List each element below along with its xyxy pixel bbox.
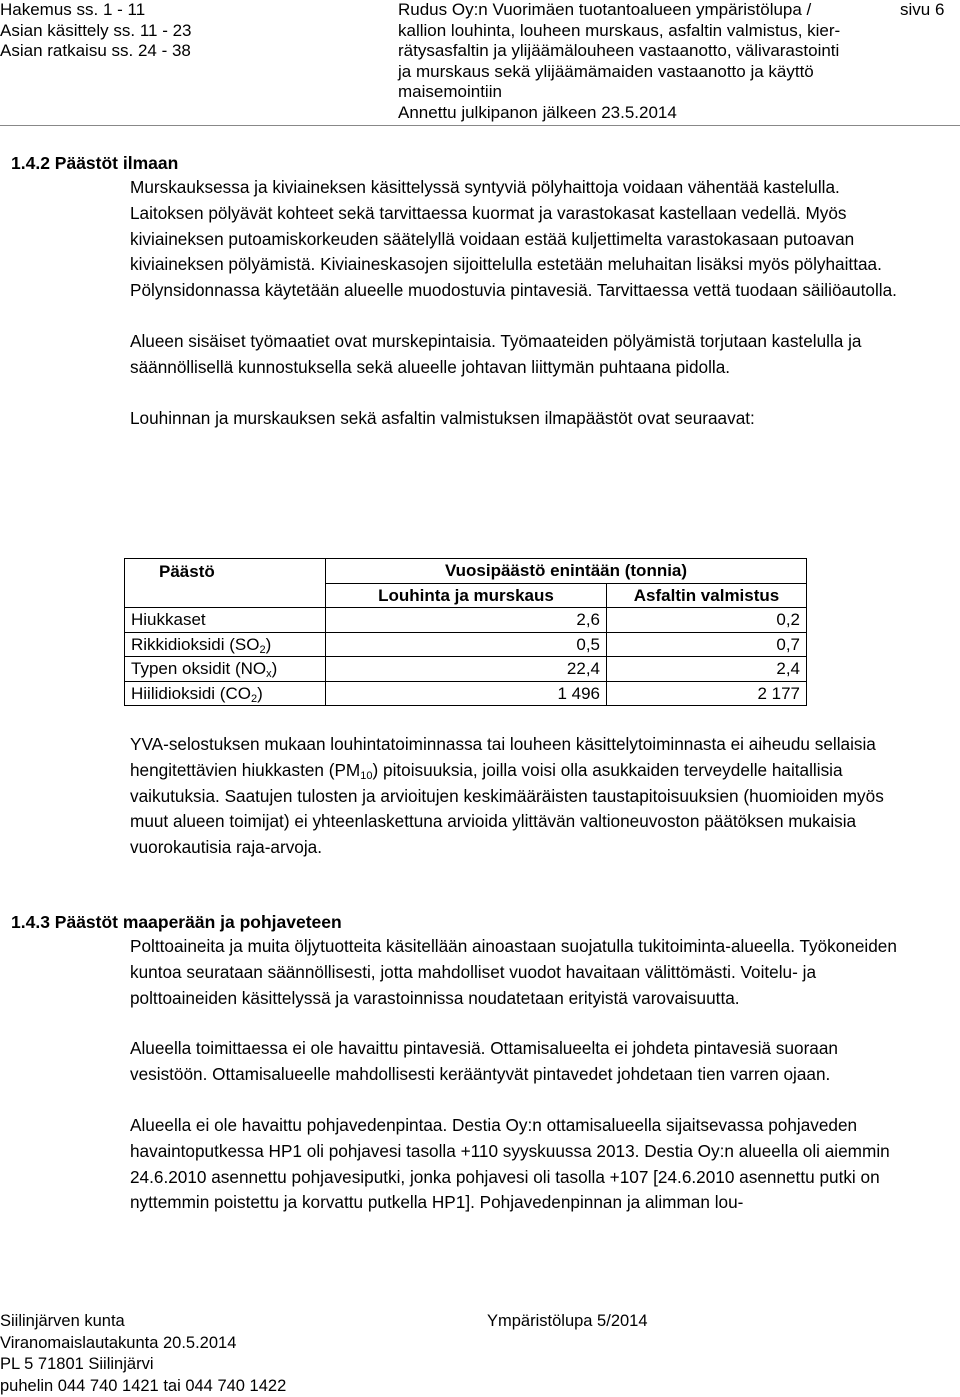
column-header-pollutant: Päästö — [125, 559, 326, 584]
section-heading-soil-groundwater: 1.4.3 Päästöt maaperään ja pohjaveteen — [11, 911, 342, 933]
table-row — [125, 608, 807, 633]
header-title-line: rätysasfaltin ja ylijäämälouheen vastaanotto, välivarastointi — [398, 41, 888, 62]
quarrying-value: 0,5 — [326, 632, 607, 657]
table-row — [125, 681, 807, 706]
header-pages-handling: Asian käsittely ss. 11 - 23 — [0, 21, 390, 42]
section-heading-emissions-air: 1.4.2 Päästöt ilmaan — [11, 152, 178, 174]
section-body-emissions-air — [130, 175, 898, 431]
paragraph-dust-control: Murskauksessa ja kiviaineksen käsittelyssä syntyviä pölyhaittoja voidaan vähentää kastelulla. Laitoksen pölyävät kohteet sekä tarvittaessa kuormat ja varastokasat kastellaan vedellä. Myös kiviaineksen putoamiskorkeuden säätelyllä voidaan estää kuljettimelta varastokasaan putoavan kiviaineksen pölyämistä. Kiviaineskasojen sijoittelulla estetään meluhaitan lisäksi myös pölyhaittaa. Pölynsidonnassa käytetään alueelle muodostuvia pintavesiä. Tarvittaessa vettä tuodaan säiliöautolla. — [130, 175, 898, 304]
section-body-soil-groundwater — [130, 934, 898, 1216]
header-pages-application: Hakemus ss. 1 - 11 — [0, 0, 390, 21]
column-header-annual-max: Vuosipäästö enintään (tonnia) — [326, 559, 807, 584]
footer-municipality: Siilinjärven kunta — [0, 1312, 125, 1330]
pollutant-name: Hiukkaset — [125, 608, 326, 633]
paragraph-groundwater: Alueella ei ole havaittu pohjavedenpintaa. Destia Oy:n ottamisalueella sijaitsevassa pohjaveden havaintoputkessa HP1 oli pohjavesi tasolla +110 syyskuussa 2013. Destia Oy:n alueella oli aiemmin 24.6.2010 asennettu pohjavesiputki, jonka pohjavesi oli tasolla +107 [24.6.2010 asennettu putki on nyttemmin poistettu ja korvattu putkella HP1]. Pohjavedenpinnan ja alimman lou- — [130, 1113, 898, 1216]
header-title-block — [398, 0, 888, 123]
header-title-line: Rudus Oy:n Vuorimäen tuotantoalueen ympäristölupa / — [398, 0, 888, 21]
footer-phone: puhelin 044 740 1421 tai 044 740 1422 — [0, 1376, 960, 1397]
emissions-table — [124, 558, 807, 706]
header-left-block — [0, 0, 390, 62]
column-header-quarrying: Louhinta ja murskaus — [326, 583, 607, 608]
table-header-row — [125, 559, 807, 584]
header-title-line: maisemointiin — [398, 82, 888, 103]
pollutant-name: Typen oksidit $(NO_x)$ — [125, 657, 326, 682]
header-title-line: kallion louhinta, louheen murskaus, asfaltin valmistus, kier- — [398, 21, 888, 42]
paragraph-yva-assessment: YVA-selostuksen mukaan louhintatoiminnassa tai louheen käsittelytoiminnasta ei aiheudu sellaisia hengitettävien hiukkasten $(PM_{10})$ pitoisuuksia, joilla voisi olla asukkaiden terveydelle haitallisia vaikutuksia. Saatujen tulosten ja arvioitujen keskimääräisten taustapitoisuuksien (huomioiden myös muut alueen toimijat) ei yhteenlaskettuna arvioida ylittävän valtioneuvoston päätöksen mukaisia vuorokautisia raja-arvoja. — [130, 732, 898, 861]
header-divider — [0, 125, 960, 126]
asphalt-value: 0,2 — [607, 608, 807, 633]
asphalt-value: 2,4 — [607, 657, 807, 682]
paragraph-surface-water: Alueella toimittaessa ei ole havaittu pintavesiä. Ottamisalueelta ei johdeta pintavesiä suoraan vesistöön. Ottamisalueelle mahdollisesti kerääntyvät pintavedet johdetaan tien varren ojaan. — [130, 1036, 898, 1088]
table-row — [125, 632, 807, 657]
pollutant-name: Hiilidioksidi $(CO_2)$ — [125, 681, 326, 706]
asphalt-value: 0,7 — [607, 632, 807, 657]
column-header-pollutant-blank — [125, 583, 326, 608]
footer-address: PL 5 71801 Siilinjärvi — [0, 1354, 960, 1376]
column-header-asphalt: Asfaltin valmistus — [607, 583, 807, 608]
asphalt-value: 2 177 — [607, 681, 807, 706]
table-row — [125, 657, 807, 682]
pollutant-name: Rikkidioksidi $(SO_2)$ — [125, 632, 326, 657]
header-title-line: ja murskaus sekä ylijäämämaiden vastaanotto ja käyttö — [398, 62, 888, 83]
quarrying-value: 2,6 — [326, 608, 607, 633]
header-pages-decision: Asian ratkaisu ss. 24 - 38 — [0, 41, 390, 62]
footer-permit-number: Ympäristölupa 5/2014 — [487, 1311, 648, 1333]
paragraph-emissions-intro: Louhinnan ja murskauksen sekä asfaltin valmistuksen ilmapäästöt ovat seuraavat: — [130, 406, 898, 432]
table-subheader-row — [125, 583, 807, 608]
footer-authority: Viranomaislautakunta 20.5.2014 — [0, 1333, 960, 1355]
quarrying-value: 1 496 — [326, 681, 607, 706]
page-number: sivu 6 — [900, 0, 960, 21]
quarrying-value: 22,4 — [326, 657, 607, 682]
page-footer — [0, 1311, 960, 1397]
header-date: Annettu julkipanon jälkeen 23.5.2014 — [398, 103, 888, 124]
paragraph-site-roads: Alueen sisäiset työmaatiet ovat murskepintaisia. Työmaateiden pölyämistä torjutaan kastelulla ja säännöllisellä kunnostuksella sekä alueelle johtavan liittymän puhtaana pidolla. — [130, 329, 898, 381]
paragraph-fuel-handling: Polttoaineita ja muita öljytuotteita käsitellään ainoastaan suojatulla tukitoiminta-alueella. Työkoneiden kuntoa seurataan säännöllisesti, jotta mahdolliset vuodot havaitaan välittömästi. Voitelu- ja polttoaineiden käsittelyssä ja varastoinnissa noudatetaan erityistä varovaisuutta. — [130, 934, 898, 1011]
